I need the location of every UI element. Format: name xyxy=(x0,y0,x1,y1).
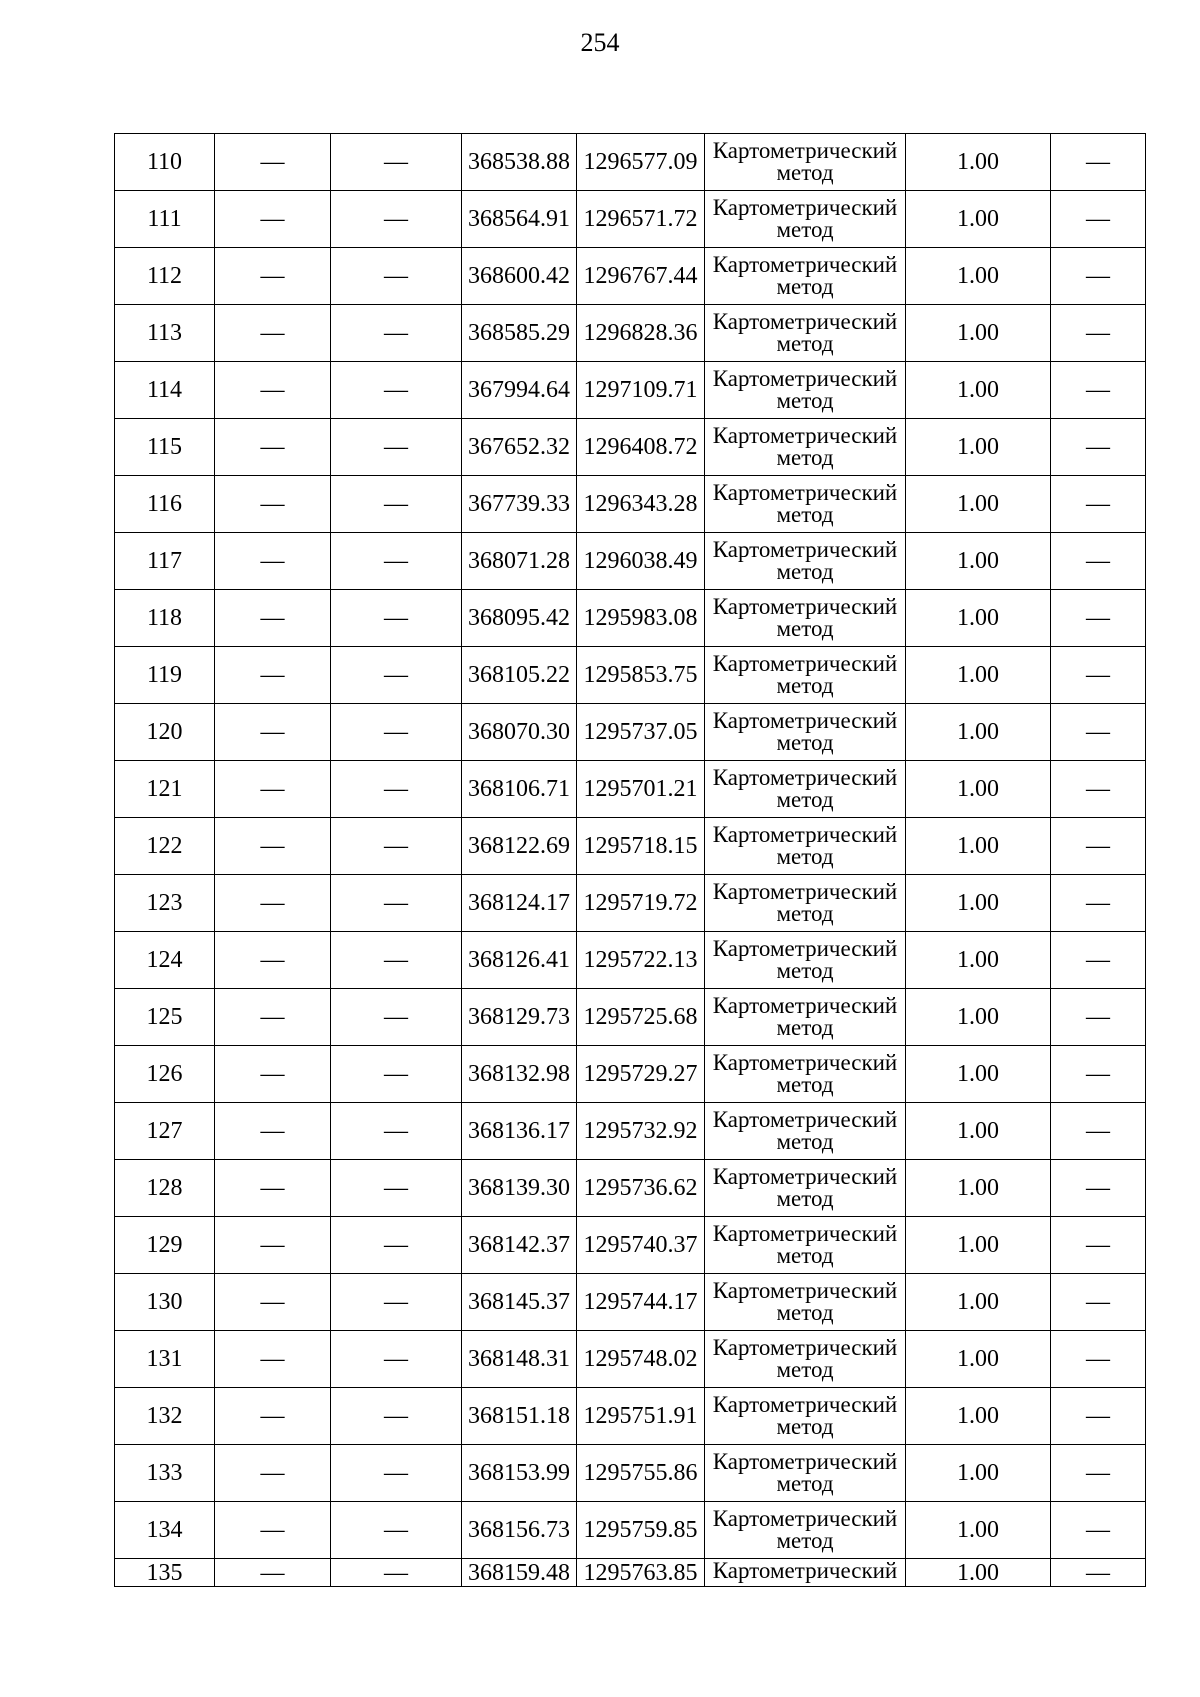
coord-y-cell: 1295853.75 xyxy=(577,647,705,704)
method-line-2: метод xyxy=(776,1072,834,1097)
empty-cell-8: — xyxy=(1051,818,1146,875)
empty-cell-3: — xyxy=(331,1160,462,1217)
empty-cell-3: — xyxy=(331,533,462,590)
coord-x-cell: 367739.33 xyxy=(462,476,577,533)
method-line-2: метод xyxy=(776,331,834,356)
method-line-2: метод xyxy=(776,1471,834,1496)
method-line-1: Картометрический xyxy=(712,138,898,163)
empty-cell-2: — xyxy=(215,1046,331,1103)
table-row xyxy=(115,476,1146,533)
empty-cell-3: — xyxy=(331,419,462,476)
coord-x-cell: 368132.98 xyxy=(462,1046,577,1103)
coord-y-cell: 1295736.62 xyxy=(577,1160,705,1217)
empty-cell-3: — xyxy=(331,248,462,305)
method-cell xyxy=(705,1217,906,1274)
coord-y-cell: 1295729.27 xyxy=(577,1046,705,1103)
method-line-1: Картометрический xyxy=(712,252,898,277)
empty-cell-3: — xyxy=(331,1274,462,1331)
method-line-2: метод xyxy=(776,502,834,527)
accuracy-cell: 1.00 xyxy=(906,248,1051,305)
method-line-1: Картометрический xyxy=(712,879,898,904)
coord-x-cell: 368124.17 xyxy=(462,875,577,932)
method-line-1: Картометрический xyxy=(712,195,898,220)
method-line-1: Картометрический xyxy=(712,1506,898,1531)
coord-y-cell: 1296038.49 xyxy=(577,533,705,590)
coord-x-cell: 368145.37 xyxy=(462,1274,577,1331)
empty-cell-8: — xyxy=(1051,134,1146,191)
accuracy-cell: 1.00 xyxy=(906,1217,1051,1274)
coord-x-cell: 368139.30 xyxy=(462,1160,577,1217)
empty-cell-2: — xyxy=(215,476,331,533)
empty-cell-8: — xyxy=(1051,647,1146,704)
empty-cell-8: — xyxy=(1051,932,1146,989)
method-line-1: Картометрический xyxy=(712,1558,898,1583)
point-number-cell: 131 xyxy=(115,1331,215,1388)
coord-x-cell: 368070.30 xyxy=(462,704,577,761)
accuracy-cell: 1.00 xyxy=(906,134,1051,191)
empty-cell-2: — xyxy=(215,191,331,248)
point-number-cell: 120 xyxy=(115,704,215,761)
empty-cell-3: — xyxy=(331,134,462,191)
empty-cell-3: — xyxy=(331,989,462,1046)
method-line-1: Картометрический xyxy=(712,366,898,391)
method-line-2: метод xyxy=(776,787,834,812)
table-row xyxy=(115,1331,1146,1388)
method-cell xyxy=(705,1502,906,1559)
coord-y-cell: 1296767.44 xyxy=(577,248,705,305)
method-line-1: Картометрический xyxy=(712,708,898,733)
empty-cell-2: — xyxy=(215,1160,331,1217)
point-number-cell: 134 xyxy=(115,1502,215,1559)
coord-x-cell: 368142.37 xyxy=(462,1217,577,1274)
empty-cell-3: — xyxy=(331,704,462,761)
accuracy-cell: 1.00 xyxy=(906,932,1051,989)
table-row xyxy=(115,989,1146,1046)
method-cell xyxy=(705,1445,906,1502)
empty-cell-8: — xyxy=(1051,476,1146,533)
accuracy-cell: 1.00 xyxy=(906,191,1051,248)
empty-cell-2: — xyxy=(215,1502,331,1559)
point-number-cell: 114 xyxy=(115,362,215,419)
page-number: 254 xyxy=(580,28,620,57)
point-number-cell: 121 xyxy=(115,761,215,818)
empty-cell-2: — xyxy=(215,761,331,818)
accuracy-cell: 1.00 xyxy=(906,533,1051,590)
coord-x-cell: 368153.99 xyxy=(462,1445,577,1502)
table-row xyxy=(115,704,1146,761)
empty-cell-8: — xyxy=(1051,191,1146,248)
coord-x-cell: 368071.28 xyxy=(462,533,577,590)
accuracy-cell: 1.00 xyxy=(906,1046,1051,1103)
empty-cell-3: — xyxy=(331,1445,462,1502)
accuracy-cell: 1.00 xyxy=(906,1274,1051,1331)
point-number-cell: 118 xyxy=(115,590,215,647)
empty-cell-8: — xyxy=(1051,248,1146,305)
table-row xyxy=(115,932,1146,989)
empty-cell-8: — xyxy=(1051,1445,1146,1502)
empty-cell-3: — xyxy=(331,305,462,362)
empty-cell-8: — xyxy=(1051,1331,1146,1388)
accuracy-cell: 1.00 xyxy=(906,1502,1051,1559)
method-line-2: метод xyxy=(776,1414,834,1439)
point-number-cell: 116 xyxy=(115,476,215,533)
coord-y-cell: 1296577.09 xyxy=(577,134,705,191)
point-number-cell: 124 xyxy=(115,932,215,989)
coord-x-cell: 368600.42 xyxy=(462,248,577,305)
method-cell xyxy=(705,1559,906,1587)
empty-cell-8: — xyxy=(1051,875,1146,932)
table-row xyxy=(115,362,1146,419)
empty-cell-3: — xyxy=(331,1331,462,1388)
empty-cell-8: — xyxy=(1051,590,1146,647)
accuracy-cell: 1.00 xyxy=(906,818,1051,875)
point-number-cell: 130 xyxy=(115,1274,215,1331)
method-cell xyxy=(705,1046,906,1103)
empty-cell-8: — xyxy=(1051,1217,1146,1274)
empty-cell-3: — xyxy=(331,590,462,647)
method-line-1: Картометрический xyxy=(712,936,898,961)
empty-cell-8: — xyxy=(1051,1274,1146,1331)
coord-x-cell: 368106.71 xyxy=(462,761,577,818)
empty-cell-2: — xyxy=(215,248,331,305)
method-cell xyxy=(705,1160,906,1217)
point-number-cell: 126 xyxy=(115,1046,215,1103)
coord-x-cell: 368095.42 xyxy=(462,590,577,647)
point-number-cell: 125 xyxy=(115,989,215,1046)
empty-cell-3: — xyxy=(331,362,462,419)
coord-y-cell: 1296408.72 xyxy=(577,419,705,476)
method-line-2: метод xyxy=(776,160,834,185)
method-cell xyxy=(705,932,906,989)
empty-cell-3: — xyxy=(331,1217,462,1274)
empty-cell-8: — xyxy=(1051,1103,1146,1160)
point-number-cell: 111 xyxy=(115,191,215,248)
empty-cell-8: — xyxy=(1051,419,1146,476)
table-row xyxy=(115,191,1146,248)
accuracy-cell: 1.00 xyxy=(906,761,1051,818)
table-row xyxy=(115,1274,1146,1331)
method-cell xyxy=(705,1331,906,1388)
method-line-1: Картометрический xyxy=(712,480,898,505)
coord-x-cell: 368136.17 xyxy=(462,1103,577,1160)
empty-cell-2: — xyxy=(215,989,331,1046)
empty-cell-2: — xyxy=(215,1103,331,1160)
empty-cell-3: — xyxy=(331,1046,462,1103)
empty-cell-8: — xyxy=(1051,1559,1146,1587)
method-line-1: Картометрический xyxy=(712,537,898,562)
empty-cell-2: — xyxy=(215,1445,331,1502)
method-cell xyxy=(705,191,906,248)
coord-x-cell: 368148.31 xyxy=(462,1331,577,1388)
point-number-cell: 129 xyxy=(115,1217,215,1274)
empty-cell-2: — xyxy=(215,1331,331,1388)
empty-cell-2: — xyxy=(215,134,331,191)
table-row xyxy=(115,1103,1146,1160)
table-row xyxy=(115,875,1146,932)
method-cell xyxy=(705,818,906,875)
method-cell xyxy=(705,533,906,590)
accuracy-cell: 1.00 xyxy=(906,1160,1051,1217)
table-row xyxy=(115,1046,1146,1103)
empty-cell-8: — xyxy=(1051,362,1146,419)
empty-cell-3: — xyxy=(331,476,462,533)
coord-x-cell: 368538.88 xyxy=(462,134,577,191)
point-number-cell: 123 xyxy=(115,875,215,932)
method-line-2: метод xyxy=(776,445,834,470)
table-row xyxy=(115,1445,1146,1502)
table-row xyxy=(115,134,1146,191)
empty-cell-2: — xyxy=(215,362,331,419)
coord-y-cell: 1295755.86 xyxy=(577,1445,705,1502)
point-number-cell: 110 xyxy=(115,134,215,191)
method-line-2: метод xyxy=(776,1015,834,1040)
table-row xyxy=(115,818,1146,875)
method-line-2: метод xyxy=(776,958,834,983)
method-line-2: метод xyxy=(776,1243,834,1268)
accuracy-cell: 1.00 xyxy=(906,875,1051,932)
empty-cell-3: — xyxy=(331,932,462,989)
method-line-1: Картометрический xyxy=(712,1221,898,1246)
empty-cell-3: — xyxy=(331,818,462,875)
method-line-2: метод xyxy=(776,1528,834,1553)
point-number-cell: 132 xyxy=(115,1388,215,1445)
coord-y-cell: 1296828.36 xyxy=(577,305,705,362)
empty-cell-2: — xyxy=(215,590,331,647)
method-line-1: Картометрический xyxy=(712,1278,898,1303)
point-number-cell: 133 xyxy=(115,1445,215,1502)
accuracy-cell: 1.00 xyxy=(906,647,1051,704)
point-number-cell: 112 xyxy=(115,248,215,305)
coord-y-cell: 1295701.21 xyxy=(577,761,705,818)
coord-x-cell: 368126.41 xyxy=(462,932,577,989)
coord-y-cell: 1295759.85 xyxy=(577,1502,705,1559)
table-row xyxy=(115,533,1146,590)
empty-cell-2: — xyxy=(215,533,331,590)
empty-cell-2: — xyxy=(215,704,331,761)
coord-y-cell: 1295737.05 xyxy=(577,704,705,761)
point-number-cell: 127 xyxy=(115,1103,215,1160)
empty-cell-2: — xyxy=(215,1388,331,1445)
empty-cell-8: — xyxy=(1051,704,1146,761)
coord-y-cell: 1296343.28 xyxy=(577,476,705,533)
method-line-1: Картометрический xyxy=(712,822,898,847)
coord-y-cell: 1295719.72 xyxy=(577,875,705,932)
empty-cell-2: — xyxy=(215,1274,331,1331)
empty-cell-3: — xyxy=(331,191,462,248)
empty-cell-2: — xyxy=(215,875,331,932)
empty-cell-3: — xyxy=(331,647,462,704)
coord-x-cell: 368129.73 xyxy=(462,989,577,1046)
method-line-1: Картометрический xyxy=(712,1392,898,1417)
method-line-1: Картометрический xyxy=(712,993,898,1018)
table-row xyxy=(115,761,1146,818)
empty-cell-2: — xyxy=(215,1559,331,1587)
method-line-1: Картометрический xyxy=(712,309,898,334)
method-line-1: Картометрический xyxy=(712,1449,898,1474)
method-line-1: Картометрический xyxy=(712,1050,898,1075)
table-row xyxy=(115,419,1146,476)
accuracy-cell: 1.00 xyxy=(906,1559,1051,1587)
method-line-2: метод xyxy=(776,1300,834,1325)
empty-cell-8: — xyxy=(1051,1388,1146,1445)
method-line-2: метод xyxy=(776,217,834,242)
accuracy-cell: 1.00 xyxy=(906,590,1051,647)
method-line-2: метод xyxy=(776,274,834,299)
accuracy-cell: 1.00 xyxy=(906,1103,1051,1160)
method-cell xyxy=(705,989,906,1046)
coord-x-cell: 368159.48 xyxy=(462,1559,577,1587)
coord-y-cell: 1297109.71 xyxy=(577,362,705,419)
coord-y-cell: 1295725.68 xyxy=(577,989,705,1046)
accuracy-cell: 1.00 xyxy=(906,704,1051,761)
method-cell xyxy=(705,248,906,305)
empty-cell-2: — xyxy=(215,1217,331,1274)
method-line-2: метод xyxy=(776,616,834,641)
empty-cell-3: — xyxy=(331,1103,462,1160)
coord-x-cell: 368564.91 xyxy=(462,191,577,248)
empty-cell-8: — xyxy=(1051,1046,1146,1103)
table-row xyxy=(115,1217,1146,1274)
method-line-2: метод xyxy=(776,673,834,698)
method-cell xyxy=(705,590,906,647)
point-number-cell: 122 xyxy=(115,818,215,875)
method-line-1: Картометрический xyxy=(712,651,898,676)
table-row xyxy=(115,1502,1146,1559)
table-row xyxy=(115,590,1146,647)
empty-cell-8: — xyxy=(1051,1502,1146,1559)
empty-cell-8: — xyxy=(1051,1160,1146,1217)
method-line-2: метод xyxy=(776,559,834,584)
table-row xyxy=(115,1559,1146,1587)
method-cell xyxy=(705,761,906,818)
method-cell xyxy=(705,875,906,932)
method-line-1: Картометрический xyxy=(712,594,898,619)
table-row xyxy=(115,248,1146,305)
method-line-1: Картометрический xyxy=(712,1164,898,1189)
coord-y-cell: 1295732.92 xyxy=(577,1103,705,1160)
accuracy-cell: 1.00 xyxy=(906,1445,1051,1502)
empty-cell-8: — xyxy=(1051,761,1146,818)
method-cell xyxy=(705,362,906,419)
coord-y-cell: 1295763.85 xyxy=(577,1559,705,1587)
coord-x-cell: 367994.64 xyxy=(462,362,577,419)
method-line-2: метод xyxy=(776,1129,834,1154)
method-cell xyxy=(705,1388,906,1445)
method-cell xyxy=(705,647,906,704)
method-cell xyxy=(705,1103,906,1160)
method-line-2: метод xyxy=(776,844,834,869)
empty-cell-8: — xyxy=(1051,989,1146,1046)
method-cell xyxy=(705,1274,906,1331)
empty-cell-2: — xyxy=(215,419,331,476)
method-line-2: метод xyxy=(776,901,834,926)
accuracy-cell: 1.00 xyxy=(906,476,1051,533)
coord-x-cell: 367652.32 xyxy=(462,419,577,476)
coord-x-cell: 368105.22 xyxy=(462,647,577,704)
table-row xyxy=(115,1388,1146,1445)
empty-cell-2: — xyxy=(215,932,331,989)
accuracy-cell: 1.00 xyxy=(906,305,1051,362)
coord-x-cell: 368151.18 xyxy=(462,1388,577,1445)
accuracy-cell: 1.00 xyxy=(906,989,1051,1046)
point-number-cell: 113 xyxy=(115,305,215,362)
accuracy-cell: 1.00 xyxy=(906,419,1051,476)
point-number-cell: 115 xyxy=(115,419,215,476)
accuracy-cell: 1.00 xyxy=(906,1388,1051,1445)
coord-y-cell: 1295751.91 xyxy=(577,1388,705,1445)
point-number-cell: 119 xyxy=(115,647,215,704)
coord-x-cell: 368122.69 xyxy=(462,818,577,875)
coord-y-cell: 1295983.08 xyxy=(577,590,705,647)
method-cell xyxy=(705,476,906,533)
empty-cell-8: — xyxy=(1051,305,1146,362)
empty-cell-3: — xyxy=(331,1502,462,1559)
method-line-2: метод xyxy=(776,388,834,413)
accuracy-cell: 1.00 xyxy=(906,1331,1051,1388)
coord-y-cell: 1295748.02 xyxy=(577,1331,705,1388)
method-cell xyxy=(705,134,906,191)
method-line-1: Картометрический xyxy=(712,1335,898,1360)
coordinates-table xyxy=(114,133,1146,1587)
method-line-2: метод xyxy=(776,1357,834,1382)
table-row xyxy=(115,305,1146,362)
coord-y-cell: 1295722.13 xyxy=(577,932,705,989)
empty-cell-3: — xyxy=(331,761,462,818)
method-line-1: Картометрический xyxy=(712,423,898,448)
coord-y-cell: 1296571.72 xyxy=(577,191,705,248)
method-cell xyxy=(705,419,906,476)
empty-cell-2: — xyxy=(215,647,331,704)
point-number-cell: 135 xyxy=(115,1559,215,1587)
method-cell xyxy=(705,704,906,761)
empty-cell-3: — xyxy=(331,1559,462,1587)
point-number-cell: 117 xyxy=(115,533,215,590)
empty-cell-8: — xyxy=(1051,533,1146,590)
table-row xyxy=(115,647,1146,704)
method-line-2: метод xyxy=(776,1186,834,1211)
point-number-cell: 128 xyxy=(115,1160,215,1217)
coord-x-cell: 368156.73 xyxy=(462,1502,577,1559)
method-cell xyxy=(705,305,906,362)
empty-cell-2: — xyxy=(215,305,331,362)
table-body xyxy=(115,134,1146,1587)
table-row xyxy=(115,1160,1146,1217)
method-line-1: Картометрический xyxy=(712,765,898,790)
coord-y-cell: 1295744.17 xyxy=(577,1274,705,1331)
method-line-2: метод xyxy=(776,730,834,755)
empty-cell-3: — xyxy=(331,875,462,932)
empty-cell-2: — xyxy=(215,818,331,875)
coord-y-cell: 1295740.37 xyxy=(577,1217,705,1274)
coord-x-cell: 368585.29 xyxy=(462,305,577,362)
accuracy-cell: 1.00 xyxy=(906,362,1051,419)
coord-y-cell: 1295718.15 xyxy=(577,818,705,875)
empty-cell-3: — xyxy=(331,1388,462,1445)
method-line-1: Картометрический xyxy=(712,1107,898,1132)
